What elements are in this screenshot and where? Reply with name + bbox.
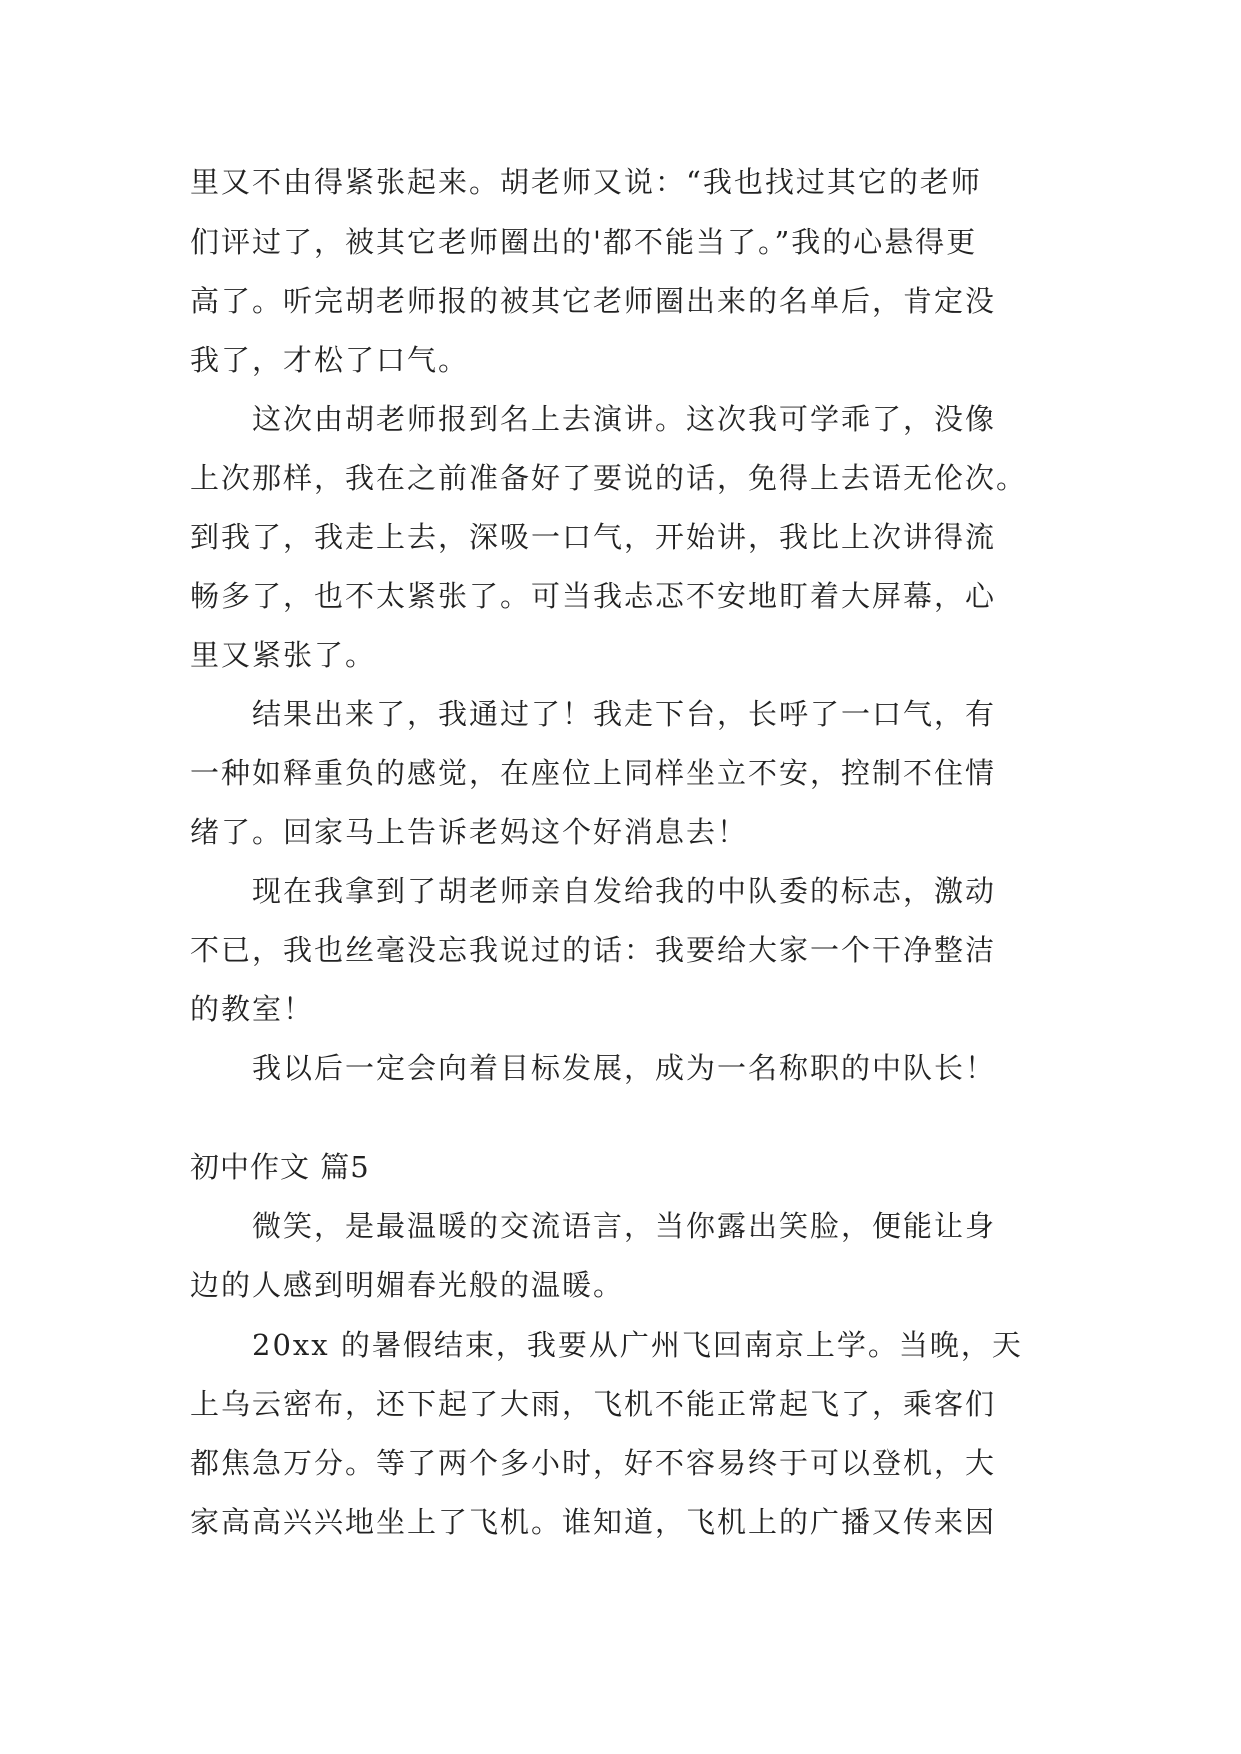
text-line: 绪了。回家马上告诉老妈这个好消息去！ [190, 815, 749, 849]
paragraph-first-line: 这次由胡老师报到名上去演讲。这次我可学乖了，没像 [252, 402, 997, 436]
text-line: 我了，才松了口气。 [190, 343, 470, 377]
paragraph-first-line: 微笑，是最温暖的交流语言，当你露出笑脸，便能让身 [252, 1209, 997, 1243]
text-line: 里又不由得紧张起来。胡老师又说：“我也找过其它的老师 [190, 165, 982, 199]
text-line: 高了。听完胡老师报的被其它老师圈出来的名单后，肯定没 [190, 284, 997, 318]
paragraph-first-line: 现在我拿到了胡老师亲自发给我的中队委的标志，激动 [252, 874, 997, 908]
paragraph-first-line: 20xx 的暑假结束，我要从广州飞回南京上学。当晚，天 [252, 1328, 1023, 1362]
text-line: 的教室！ [190, 992, 315, 1026]
text-line: 上乌云密布，还下起了大雨，飞机不能正常起飞了，乘客们 [190, 1387, 997, 1421]
paragraph-first-line: 我以后一定会向着目标发展，成为一名称职的中队长！ [252, 1051, 997, 1085]
text-line: 家高高兴兴地坐上了飞机。谁知道，飞机上的广播又传来因 [190, 1505, 997, 1539]
paragraph-first-line: 结果出来了，我通过了！我走下台，长呼了一口气，有 [252, 697, 997, 731]
text-line: 们评过了，被其它老师圈出的'都不能当了。”我的心悬得更 [190, 225, 978, 259]
text-line: 一种如释重负的感觉，在座位上同样坐立不安，控制不住情 [190, 756, 997, 790]
text-line: 都焦急万分。等了两个多小时，好不容易终于可以登机，大 [190, 1446, 997, 1480]
text-line: 畅多了，也不太紧张了。可当我忐忑不安地盯着大屏幕，心 [190, 579, 997, 613]
text-line: 不已，我也丝毫没忘我说过的话：我要给大家一个干净整洁 [190, 933, 997, 967]
section-heading: 初中作文 篇5 [190, 1150, 370, 1184]
text-line: 边的人感到明媚春光般的温暖。 [190, 1268, 625, 1302]
text-line: 里又紧张了。 [190, 638, 377, 672]
text-line: 到我了，我走上去，深吸一口气，开始讲，我比上次讲得流 [190, 520, 997, 554]
text-line: 上次那样，我在之前准备好了要说的话，免得上去语无伦次。 [190, 461, 1028, 495]
